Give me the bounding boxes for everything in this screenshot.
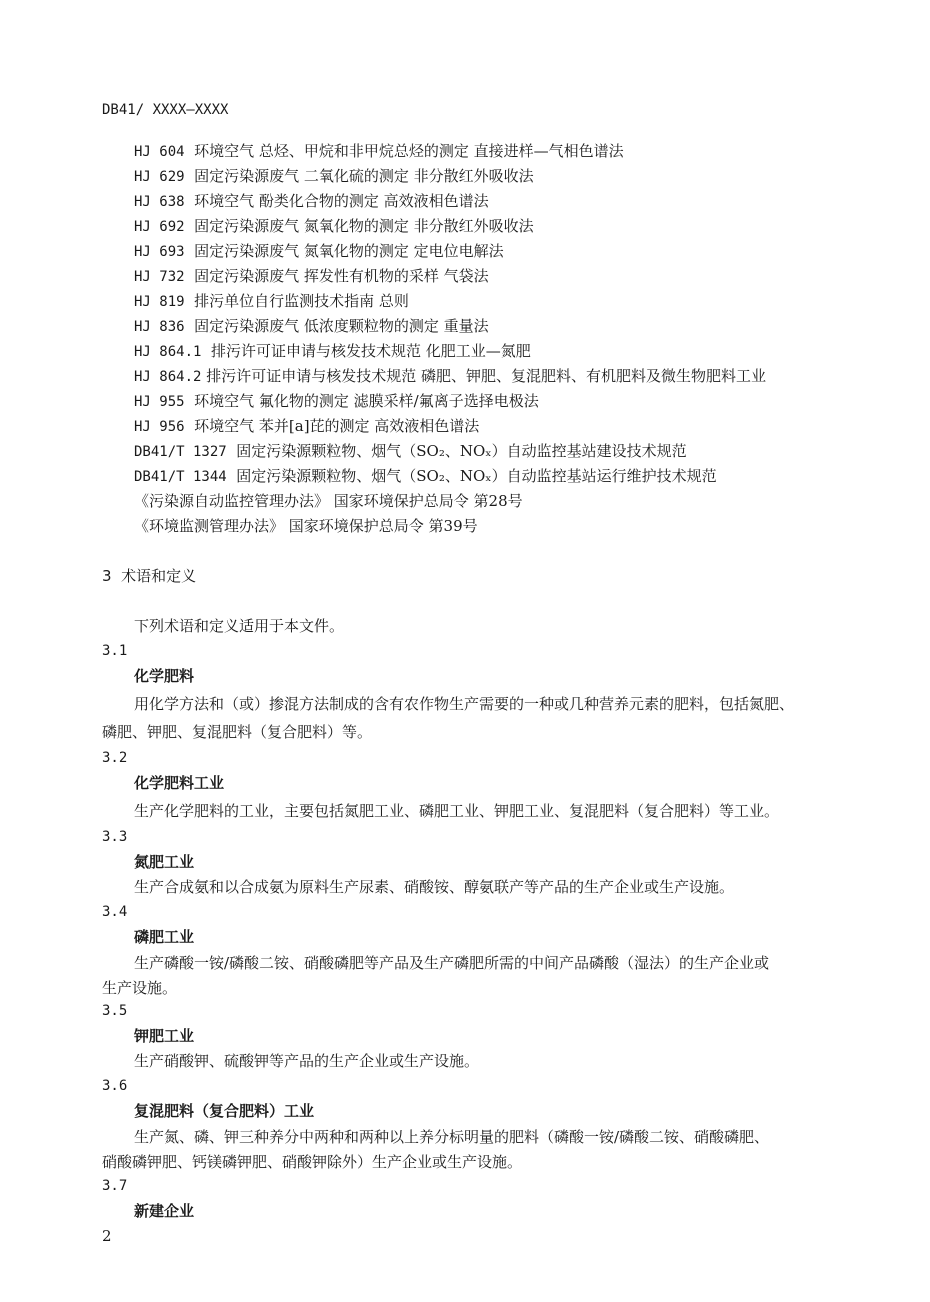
term-name: 磷肥工业: [134, 928, 195, 946]
section-number: 3: [102, 567, 112, 585]
reference-item: [134, 291, 409, 312]
reference-item: [134, 341, 531, 362]
reference-title: 排污许可证申请与核发技术规范 磷肥、钾肥、复混肥料、有机肥料及微生物肥料工业: [206, 367, 766, 385]
reference-item: [134, 366, 766, 387]
reference-item: [134, 241, 504, 262]
reference-title: 固定污染源颗粒物、烟气（SO₂、NOₓ）自动监控基站运行维护技术规范: [236, 467, 717, 485]
term-name: 氮肥工业: [134, 853, 195, 871]
reference-title: 固定污染源颗粒物、烟气（SO₂、NOₓ）自动监控基站建设技术规范: [236, 442, 687, 460]
term-definition: 生产化学肥料的工业，主要包括氮肥工业、磷肥工业、钾肥工业、复混肥料（复合肥料）等工业。: [134, 802, 780, 820]
term-number: 3.2: [102, 750, 128, 766]
reference-title: 环境空气 总烃、甲烷和非甲烷总烃的测定 直接进样—气相色谱法: [194, 142, 624, 160]
reference-code: HJ 629: [134, 169, 185, 185]
reference-title: 《环境监测管理办法》 国家环境保护总局令 第39号: [134, 517, 478, 535]
reference-code: HJ 692: [134, 219, 185, 235]
reference-item: [134, 266, 489, 287]
reference-title: 固定污染源废气 氮氧化物的测定 定电位电解法: [194, 242, 504, 260]
term-name: 化学肥料工业: [134, 774, 225, 792]
reference-title: 环境空气 苯并[a]芘的测定 高效液相色谱法: [194, 417, 480, 435]
term-number: 3.3: [102, 829, 128, 845]
reference-code: HJ 956: [134, 419, 185, 435]
reference-item: [134, 516, 478, 537]
reference-code: DB41/T 1344: [134, 469, 227, 485]
term-number: 3.4: [102, 904, 128, 920]
reference-code: DB41/T 1327: [134, 444, 227, 460]
reference-item: [134, 316, 489, 337]
reference-code: HJ 836: [134, 319, 185, 335]
term-number: 3.6: [102, 1078, 128, 1094]
reference-title: 固定污染源废气 二氧化硫的测定 非分散红外吸收法: [194, 167, 534, 185]
reference-code: HJ 638: [134, 194, 185, 210]
section-heading: [102, 566, 196, 586]
reference-title: 环境空气 氟化物的测定 滤膜采样/氟离子选择电极法: [194, 392, 539, 410]
reference-title: 环境空气 酚类化合物的测定 高效液相色谱法: [194, 192, 489, 210]
reference-code: HJ 819: [134, 294, 185, 310]
reference-title: 固定污染源废气 挥发性有机物的采样 气袋法: [194, 267, 489, 285]
reference-title: 固定污染源废气 低浓度颗粒物的测定 重量法: [194, 317, 489, 335]
reference-title: 排污许可证申请与核发技术规范 化肥工业—氮肥: [210, 342, 531, 360]
term-number: 3.7: [102, 1178, 128, 1194]
term-name: 钾肥工业: [134, 1027, 195, 1045]
reference-item: [134, 391, 539, 412]
term-definition: 磷肥、钾肥、复混肥料（复合肥料）等。: [102, 723, 373, 741]
reference-title: 《污染源自动监控管理办法》 国家环境保护总局令 第28号: [134, 492, 523, 510]
term-definition: 生产磷酸一铵/磷酸二铵、硝酸磷肥等产品及生产磷肥所需的中间产品磷酸（湿法）的生产企业或: [134, 954, 770, 972]
reference-title: 排污单位自行监测技术指南 总则: [194, 292, 409, 310]
reference-code: HJ 864.2: [134, 369, 202, 385]
term-definition: 生产硝酸钾、硫酸钾等产品的生产企业或生产设施。: [134, 1052, 480, 1070]
reference-item: [134, 466, 717, 487]
term-name: 化学肥料: [134, 667, 195, 685]
reference-item: [134, 441, 687, 462]
reference-code: HJ 604: [134, 144, 185, 160]
term-definition: 生产氮、磷、钾三种养分中两种和两种以上养分标明量的肥料（磷酸一铵/磷酸二铵、硝酸磷肥、: [134, 1128, 770, 1146]
term-number: 3.1: [102, 643, 128, 659]
reference-item: [134, 141, 624, 162]
page-number: 2: [102, 1227, 112, 1245]
intro-paragraph: 下列术语和定义适用于本文件。: [134, 617, 345, 635]
term-definition: 硝酸磷钾肥、钙镁磷钾肥、硝酸钾除外）生产企业或生产设施。: [102, 1153, 523, 1171]
reference-code: HJ 732: [134, 269, 185, 285]
term-number: 3.5: [102, 1003, 128, 1019]
term-name: 新建企业: [134, 1202, 195, 1220]
reference-code: HJ 864.1: [134, 344, 202, 360]
reference-item: [134, 191, 489, 212]
document-header: DB41/ XXXX—XXXX: [102, 102, 229, 118]
term-name: 复混肥料（复合肥料）工业: [134, 1102, 315, 1120]
reference-item: [134, 216, 534, 237]
reference-title: 固定污染源废气 氮氧化物的测定 非分散红外吸收法: [194, 217, 534, 235]
section-title: 术语和定义: [121, 567, 197, 585]
term-definition: 用化学方法和（或）掺混方法制成的含有农作物生产需要的一种或几种营养元素的肥料，包括氮肥、: [134, 695, 795, 713]
reference-item: [134, 166, 534, 187]
term-definition: 生产合成氨和以合成氨为原料生产尿素、硝酸铵、醇氨联产等产品的生产企业或生产设施。: [134, 878, 735, 896]
reference-code: HJ 955: [134, 394, 185, 410]
term-definition: 生产设施。: [102, 979, 178, 997]
reference-item: [134, 491, 523, 512]
reference-item: [134, 416, 479, 437]
reference-code: HJ 693: [134, 244, 185, 260]
